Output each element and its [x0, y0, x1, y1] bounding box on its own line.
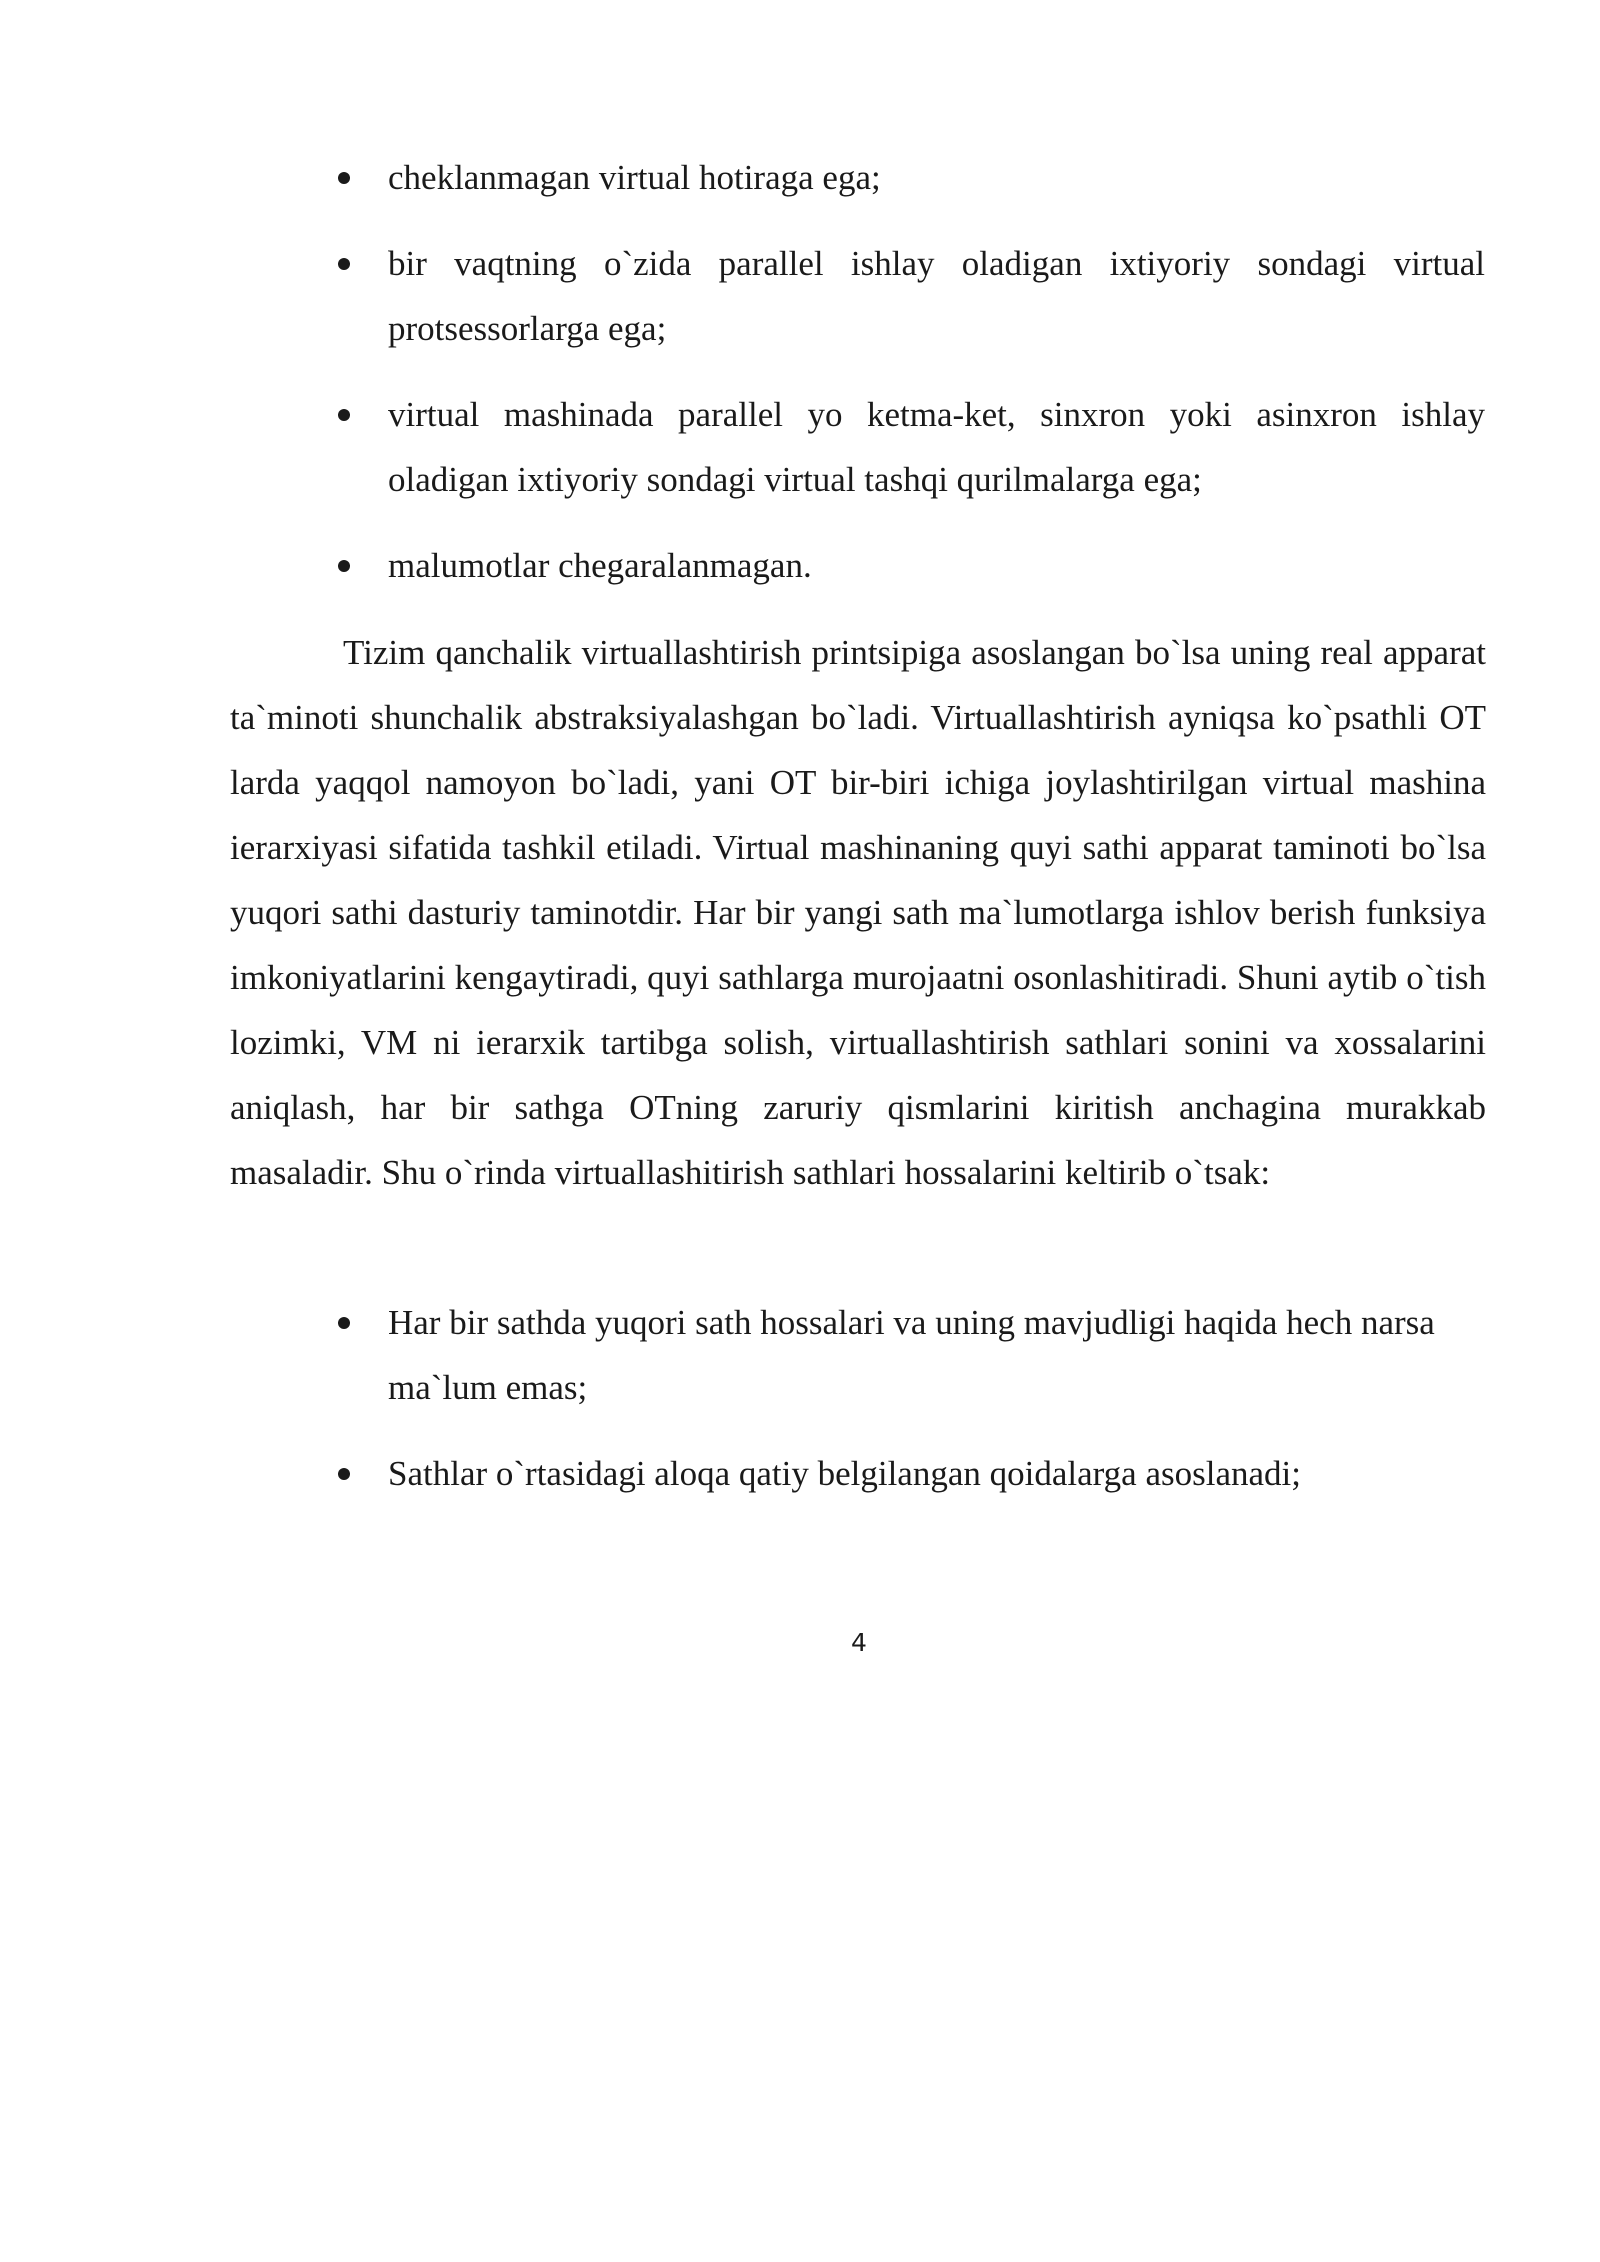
list-item [230, 533, 1485, 598]
list-item [230, 382, 1485, 512]
bullet-icon [338, 1317, 350, 1329]
bullet-icon [338, 1468, 350, 1480]
bullet-list-top [230, 145, 1485, 619]
list-item [230, 145, 1485, 210]
bullet-icon [338, 172, 350, 184]
bullet-icon [338, 258, 350, 270]
list-item-text: cheklanmagan virtual hotiraga ega; [388, 158, 881, 197]
list-item [230, 1290, 1485, 1420]
list-item [230, 231, 1485, 361]
list-item [230, 1441, 1485, 1506]
page-number: 4 [851, 1628, 867, 1657]
list-item-text: malumotlar chegaralanmagan. [388, 546, 812, 585]
bullet-icon [338, 409, 350, 421]
bullet-list-bottom [230, 1290, 1485, 1527]
list-item-text: Sathlar o`rtasidagi aloqa qatiy belgilangan qoidalarga asoslanadi; [388, 1454, 1301, 1493]
list-item-text: Har bir sathda yuqori sath hossalari va uning mavjudligi haqida hech narsa ma`lum emas; [388, 1303, 1435, 1407]
list-item-text: virtual mashinada parallel yo ketma-ket, sinxron yoki asinxron ishlay oladigan ixtiyoriy sondagi virtual tashqi qurilmalarga ega; [388, 395, 1485, 499]
list-item-text: bir vaqtning o`zida parallel ishlay oladigan ixtiyoriy sondagi virtual protsessorlarga ega; [388, 244, 1485, 348]
bullet-icon [338, 560, 350, 572]
body-paragraph: Tizim qanchalik virtuallashtirish printsipiga asoslangan bo`lsa uning real apparat ta`minoti shunchalik abstraksiyalashgan bo`ladi. Virtuallashtirish ayniqsa ko`psathli OT larda yaqqol namoyon bo`ladi, yani OT bir-biri ichiga joylashtirilgan virtual mashina ierarxiyasi sifatida tashkil etiladi. Virtual mashinaning quyi sathi apparat taminoti bo`lsa yuqori sathi dasturiy taminotdir. Har bir yangi sath ma`lumotlarga ishlov berish funksiya imkoniyatlarini kengaytiradi, quyi sathlarga murojaatni osonlashitiradi. Shuni aytib o`tish lozimki, VM ni ierarxik tartibga solish, virtuallashtirish sathlari sonini va xossalarini aniqlash, har bir sathga OTning zaruriy qismlarini kiritish anchagina murakkab masaladir. Shu o`rinda virtuallashitirish sathlari hossalarini keltirib o`tsak: [230, 633, 1486, 1192]
